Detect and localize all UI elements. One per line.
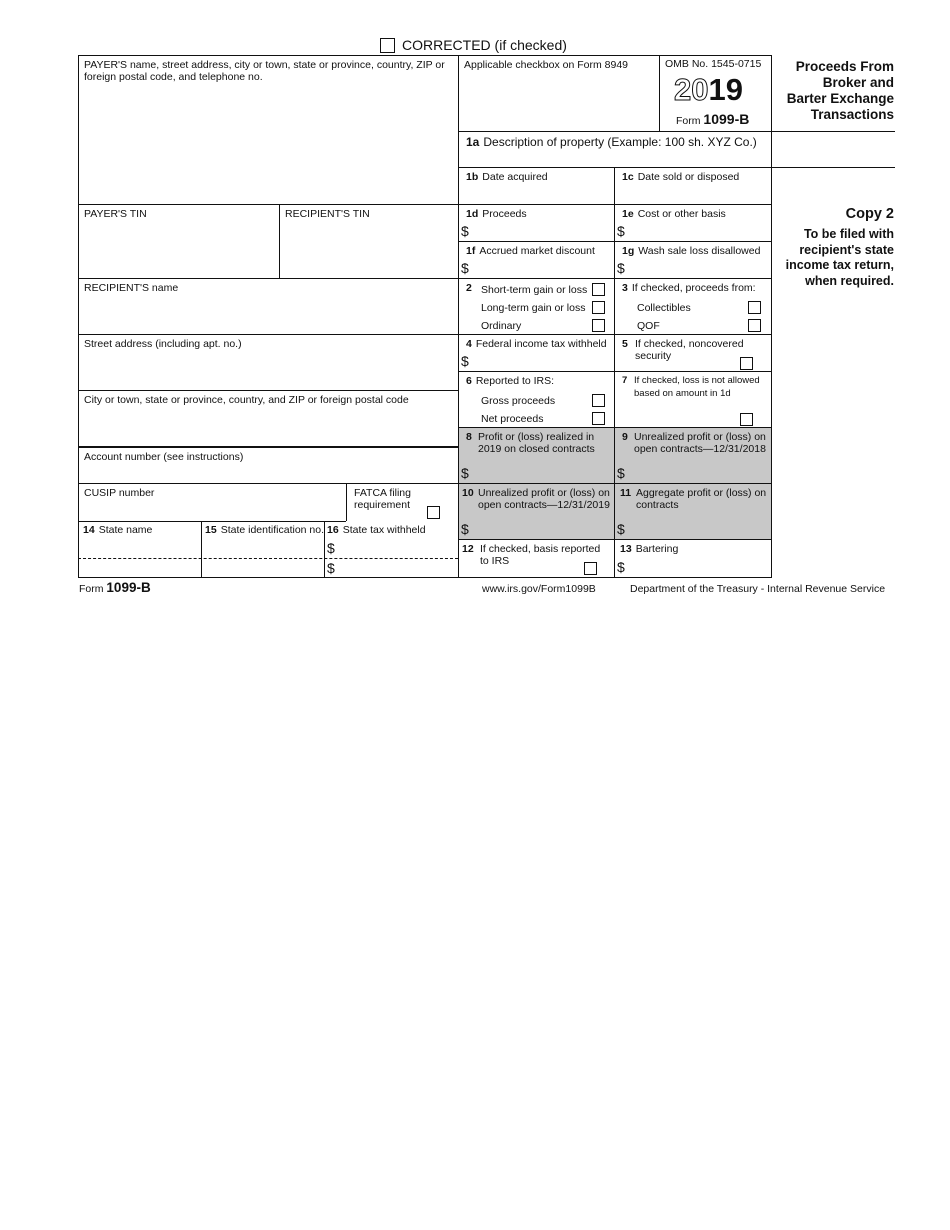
box-14-state-name-line2[interactable] <box>80 559 200 577</box>
box-5-label: If checked, noncovered security <box>635 338 744 362</box>
cusip-number-label: CUSIP number <box>84 487 155 499</box>
box-3-collectibles-label: Collectibles <box>637 302 691 314</box>
form-title: Proceeds From Broker and Barter Exchange Transactions <box>786 59 894 122</box>
box-2-long-term-label: Long-term gain or loss <box>481 302 586 314</box>
box-2-short-term-label: Short-term gain or loss <box>481 284 588 296</box>
box-7-num: 7 <box>622 375 628 386</box>
footer-department: Department of the Treasury - Internal Revenue Service <box>630 583 886 595</box>
box-15-state-id-line1[interactable] <box>203 538 323 557</box>
footer-form-id: Form 1099-B <box>79 580 151 595</box>
copy-description: To be filed with recipient's state income tax return, when required. <box>785 227 894 288</box>
box-16-state-tax-line1[interactable] <box>338 538 456 557</box>
box-6-gross-label: Gross proceeds <box>481 395 556 407</box>
tax-year <box>674 73 743 107</box>
box-9-label: Unrealized profit or (loss) on open contracts—12/31/2018 <box>634 431 766 455</box>
box-3-collectibles-checkbox[interactable] <box>748 301 761 314</box>
box-11-num: 11 <box>620 487 632 499</box>
box-1b-date-acquired[interactable]: 1b Date acquired <box>466 171 548 183</box>
applicable-checkbox-label: Applicable checkbox on Form 8949 <box>464 59 629 71</box>
box-16-label: 16 State tax withheld <box>327 524 426 536</box>
box-1f-accrued-discount[interactable]: 1f Accrued market discount <box>466 245 595 257</box>
box-9-input[interactable] <box>626 460 766 482</box>
box-1c-date-sold[interactable]: 1c Date sold or disposed <box>622 171 740 183</box>
box-1f-dollar: $ <box>461 260 469 276</box>
box-1d-dollar: $ <box>461 223 469 239</box>
box-12-label: If checked, basis reported to IRS <box>480 543 601 567</box>
box-14-state-name-line1[interactable] <box>80 538 200 557</box>
omb-number: OMB No. 1545-0715 <box>665 58 762 70</box>
cusip-number-field[interactable] <box>79 484 346 521</box>
fatca-label: FATCA filing requirement <box>354 487 411 511</box>
box-15-label: 15 State identification no. <box>205 524 325 536</box>
footer-url[interactable]: www.irs.gov/Form1099B <box>482 583 596 595</box>
recipient-name-field[interactable] <box>79 279 458 334</box>
box-6-net-label: Net proceeds <box>481 413 544 425</box>
box-10-label: Unrealized profit or (loss) on open contracts—12/31/2019 <box>478 487 610 511</box>
payer-tin-label: PAYER'S TIN <box>84 208 147 220</box>
account-number-field[interactable] <box>79 448 458 483</box>
account-number-label: Account number (see instructions) <box>84 451 244 463</box>
payer-info-label: PAYER'S name, street address, city or town, state or province, country, ZIP or foreign postal code, and telephone no. <box>84 59 445 83</box>
box-8-label: Profit or (loss) realized in 2019 on closed contracts <box>478 431 595 455</box>
box-13-label: 13 Bartering <box>620 543 679 555</box>
fatca-checkbox[interactable] <box>427 506 440 519</box>
applicable-checkbox-field[interactable] <box>459 56 659 131</box>
box-16-state-tax-line2[interactable] <box>338 559 456 577</box>
box-8-dollar: $ <box>461 465 469 481</box>
box-2-ordinary-checkbox[interactable] <box>592 319 605 332</box>
payer-tin-field[interactable] <box>79 205 279 278</box>
box-1g-dollar: $ <box>617 260 625 276</box>
recipient-tin-label: RECIPIENT'S TIN <box>285 208 370 220</box>
box-4-federal-tax[interactable]: 4 Federal income tax withheld <box>466 338 607 350</box>
box-2-ordinary-label: Ordinary <box>481 320 522 332</box>
tax-year-outline: 20 <box>674 72 709 107</box>
box-7-loss-not-allowed-checkbox[interactable] <box>740 413 753 426</box>
payer-info-field[interactable] <box>79 56 458 204</box>
box-2-num: 2 <box>466 282 472 294</box>
box-11-dollar: $ <box>617 521 625 537</box>
tax-year-bold: 19 <box>708 72 743 107</box>
box-14-label: 14 State name <box>83 524 153 536</box>
box-15-state-id-line2[interactable] <box>203 559 323 577</box>
box-13-dollar: $ <box>617 559 625 575</box>
box-8-num: 8 <box>466 431 472 443</box>
box-12-num: 12 <box>462 543 474 555</box>
box-1g-wash-sale[interactable]: 1g Wash sale loss disallowed <box>622 245 761 257</box>
box-7-label: If checked, loss is not allowed based on amount in 1d <box>634 375 760 399</box>
box-10-dollar: $ <box>461 521 469 537</box>
box-4-dollar: $ <box>461 353 469 369</box>
box-6-net-checkbox[interactable] <box>592 412 605 425</box>
box-13-input[interactable] <box>628 556 768 576</box>
street-address-label: Street address (including apt. no.) <box>84 338 242 350</box>
box-2-short-term-checkbox[interactable] <box>592 283 605 296</box>
box-6-label: 6 Reported to IRS: <box>466 375 555 387</box>
box-1a-description[interactable]: 1a Description of property (Example: 100 sh. XYZ Co.) <box>466 135 757 149</box>
box-16-dollar-1: $ <box>327 540 335 556</box>
street-address-field[interactable] <box>79 335 458 390</box>
box-5-noncovered-checkbox[interactable] <box>740 357 753 370</box>
box-10-num: 10 <box>462 487 474 499</box>
box-1e-dollar: $ <box>617 223 625 239</box>
box-8-input[interactable] <box>470 460 610 482</box>
box-3-qof-label: QOF <box>637 320 660 332</box>
box-1d-proceeds[interactable]: 1d Proceeds <box>466 208 527 220</box>
box-16-dollar-2: $ <box>327 560 335 576</box>
box-9-num: 9 <box>622 431 628 443</box>
box-10-input[interactable] <box>470 516 610 538</box>
box-3-qof-checkbox[interactable] <box>748 319 761 332</box>
box-3-label: 3 If checked, proceeds from: <box>622 282 756 294</box>
city-state-zip-field[interactable] <box>79 391 458 446</box>
box-5-num: 5 <box>622 338 628 350</box>
form-id: Form 1099-B <box>676 111 750 127</box>
corrected-checkbox[interactable] <box>380 38 395 53</box>
box-11-label: Aggregate profit or (loss) on contracts <box>636 487 767 511</box>
box-11-input[interactable] <box>626 516 766 538</box>
city-state-zip-label: City or town, state or province, country, and ZIP or foreign postal code <box>84 394 409 406</box>
box-9-dollar: $ <box>617 465 625 481</box>
box-12-basis-reported-checkbox[interactable] <box>584 562 597 575</box>
corrected-label: CORRECTED (if checked) <box>402 37 567 53</box>
recipient-name-label: RECIPIENT'S name <box>84 282 179 294</box>
box-1e-cost-basis[interactable]: 1e Cost or other basis <box>622 208 726 220</box>
box-6-gross-checkbox[interactable] <box>592 394 605 407</box>
box-2-long-term-checkbox[interactable] <box>592 301 605 314</box>
copy-info <box>772 205 894 289</box>
recipient-tin-field[interactable] <box>280 205 458 278</box>
copy-title: Copy 2 <box>845 206 894 222</box>
